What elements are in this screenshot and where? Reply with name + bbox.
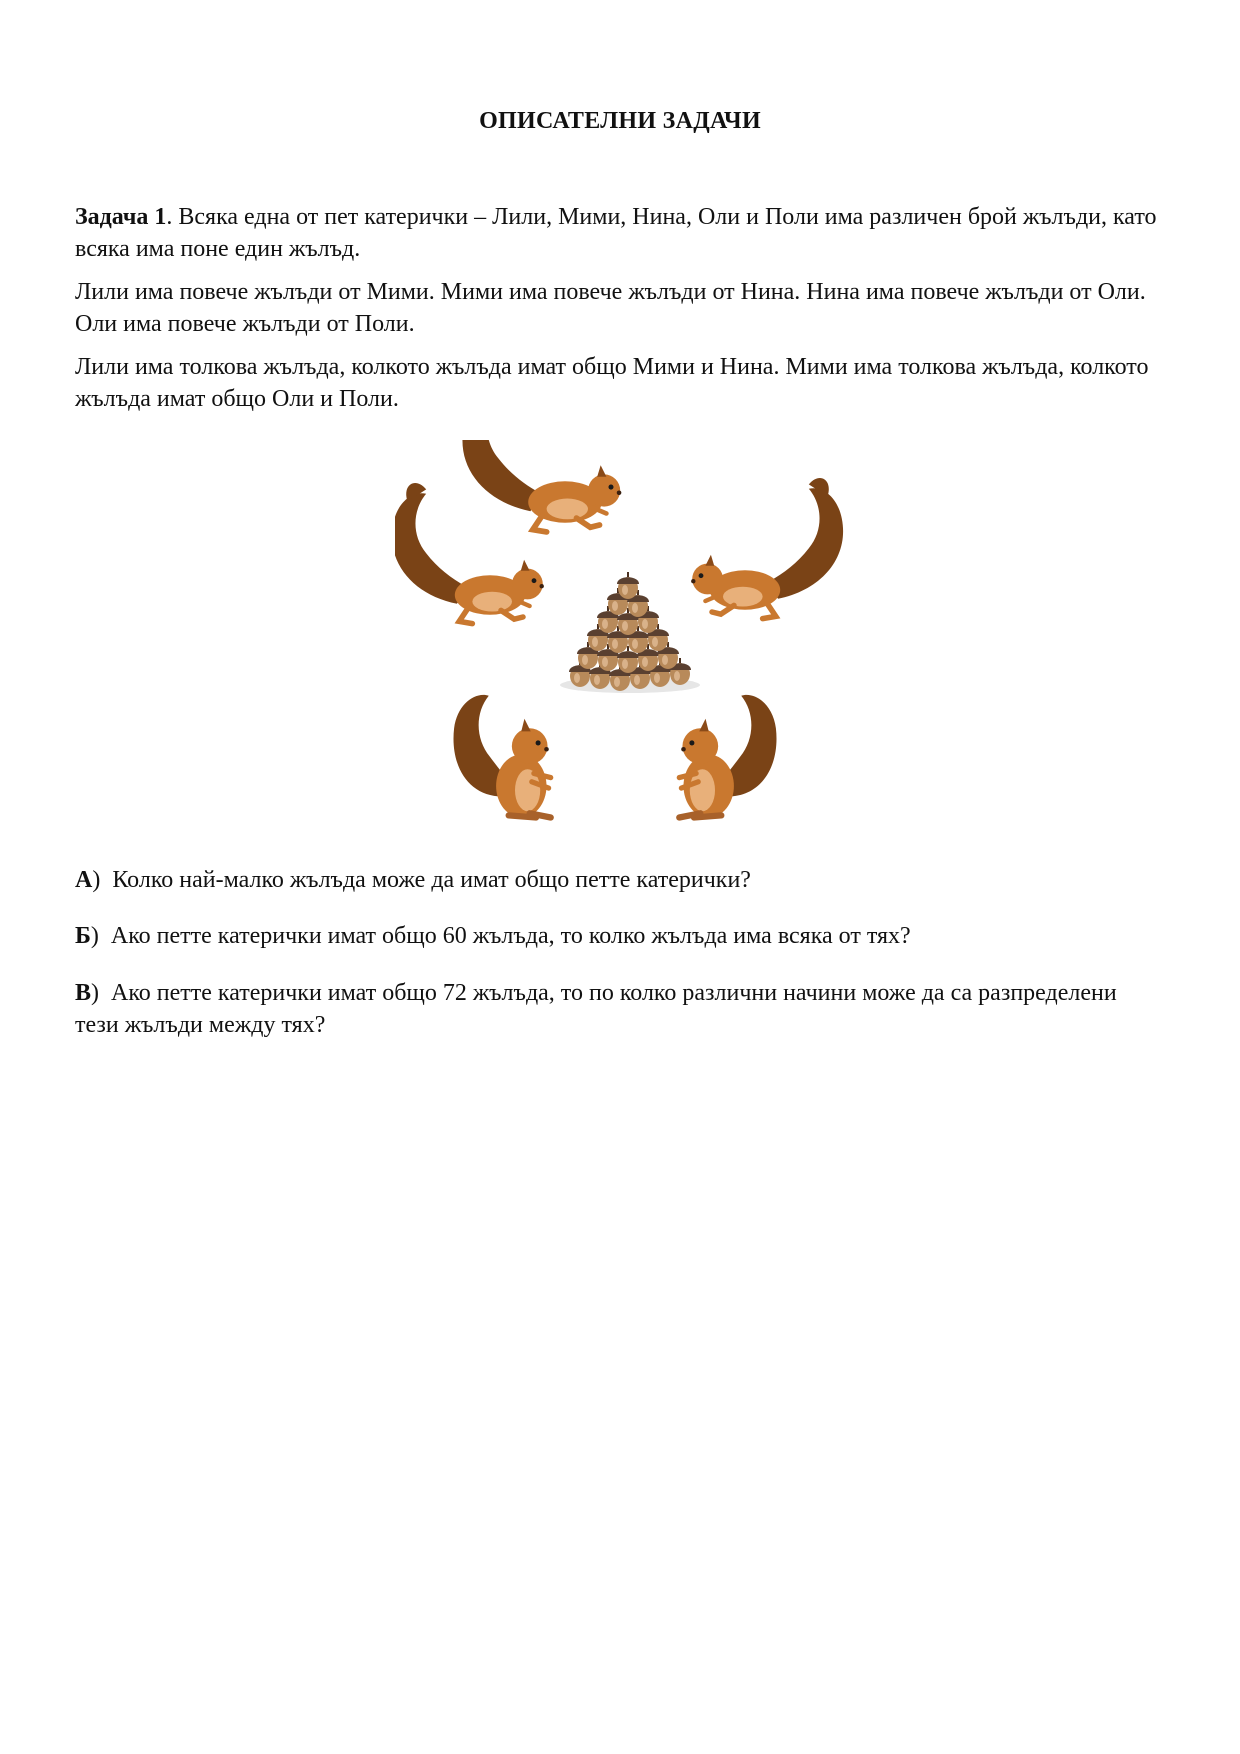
question-c-text: Ако петте катерички имат общо 72 жълъда, то по колко различни начини може да са разпределени тези жълъди между тях? — [75, 980, 1117, 1038]
question-b-label: Б — [75, 923, 91, 949]
question-c: В) Ако петте катерички имат общо 72 жълъда, то по колко различни начини може да са разпределени тези жълъди между тях? — [75, 980, 1117, 1038]
acorn-pile-icon — [560, 572, 700, 693]
question-a: А) Колко най-малко жълъда може да имат общо петте катерички? — [75, 867, 751, 893]
task-paragraph-2: Лили има повече жълъди от Мими. Мими има повече жълъди от Нина. Нина има повече жълъди от Оли. Оли има повече жълъди от Поли. — [75, 279, 1146, 337]
question-b-text: Ако петте катерички имат общо 60 жълъда, то колко жълъда има всяка от тях? — [110, 923, 911, 949]
question-b: Б) Ако петте катерички имат общо 60 жълъда, то колко жълъда има всяка от тях? — [75, 923, 911, 949]
question-a-text: Колко най-малко жълъда може да имат общо петте катерички? — [112, 867, 751, 893]
question-c-label: В — [75, 980, 92, 1006]
squirrel-icon — [453, 695, 550, 818]
task-paragraph-3: Лили има толкова жълъда, колкото жълъда имат общо Мими и Нина. Мими има толкова жълъда, колкото жълъда имат общо Оли и Поли. — [75, 354, 1149, 412]
squirrel-icon — [462, 440, 621, 532]
task-label: Задача 1 — [75, 204, 167, 230]
page-title: ОПИСАТЕЛНИ ЗАДАЧИ — [479, 108, 761, 134]
task-intro-text: . Всяка една от пет катерички – Лили, Мими, Нина, Оли и Поли има различен брой жълъди, като всяка има поне един жълъд. — [75, 204, 1157, 262]
squirrels-illustration — [395, 440, 875, 855]
task-intro — [75, 201, 1160, 265]
question-a-label: А — [75, 867, 93, 893]
squirrel-icon — [679, 695, 776, 818]
squirrel-icon — [691, 478, 843, 619]
